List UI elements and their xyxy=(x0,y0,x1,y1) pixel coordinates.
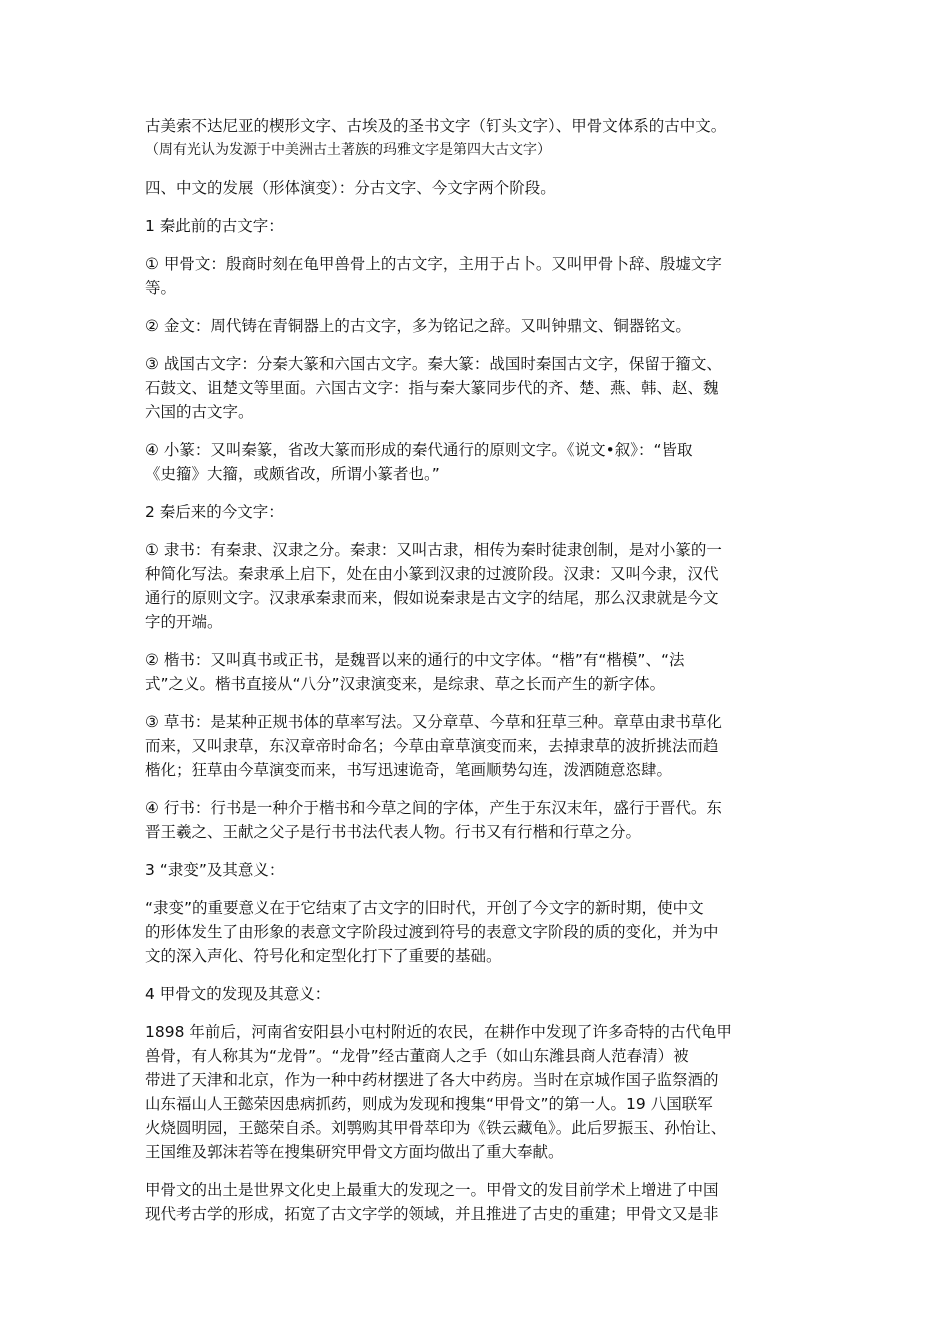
text-line: 四、中文的发展（形体演变）：分古文字、今文字两个阶段。 xyxy=(145,179,556,197)
text-line: ③ 草书：是某种正规书体的草率写法。又分章草、今草和狂草三种。章草由隶书草化 xyxy=(145,713,722,731)
text-line: 字的开端。 xyxy=(145,613,223,631)
paragraph-bronze-script xyxy=(145,314,810,338)
section-heading-development xyxy=(145,176,810,200)
subheading-ancient-script xyxy=(145,214,810,238)
text-line: 的形体发生了由形象的表意文字阶段过渡到符号的表意文字阶段的质的变化，并为中 xyxy=(145,923,719,941)
text-line: 火烧圆明园，王懿荣自杀。刘鹗购其甲骨萃印为《铁云藏龟》。此后罗振玉、孙怡让、 xyxy=(145,1119,727,1137)
text-line: 式”之义。楷书直接从“八分”汉隶演变来，是综隶、草之长而产生的新字体。 xyxy=(145,675,666,693)
text-line: 六国的古文字。 xyxy=(145,403,254,421)
text-line: 甲骨文的出土是世界文化史上最重大的发现之一。甲骨文的发目前学术上增进了中国 xyxy=(145,1181,719,1199)
paragraph-discovery-history xyxy=(145,1020,810,1164)
paragraph-cursive-script xyxy=(145,710,810,782)
text-line: 楷化；狂草由今草演变而来，书写迅速诡奇，笔画顺势勾连，泼洒随意恣肆。 xyxy=(145,761,673,779)
text-line: 4 甲骨文的发现及其意义： xyxy=(145,985,331,1003)
paragraph-small-seal xyxy=(145,438,810,486)
text-line: “隶变”的重要意义在于它结束了古文字的旧时代，开创了今文字的新时期，使中文 xyxy=(145,899,704,917)
text-line: ③ 战国古文字：分秦大篆和六国古文字。秦大篆：战国时秦国古文字，保留于籀文、 xyxy=(145,355,722,373)
text-line: 石鼓文、诅楚文等里面。六国古文字：指与秦大篆同步代的齐、楚、燕、韩、赵、魏 xyxy=(145,379,719,397)
text-line: 晋王羲之、王献之父子是行书书法代表人物。行书又有行楷和行草之分。 xyxy=(145,823,642,841)
text-line: 古美索不达尼亚的楔形文字、古埃及的圣书文字（钉头文字）、甲骨文体系的古中文。 xyxy=(145,117,727,135)
text-line: 山东福山人王懿荣因患病抓药，则成为发现和搜集“甲骨文”的第一人。19 八国联军 xyxy=(145,1095,713,1113)
text-line: ① 甲骨文：殷商时刻在龟甲兽骨上的古文字，主用于占卜。又叫甲骨卜辞、殷墟文字 xyxy=(145,255,722,273)
text-line: 而来，又叫隶草，东汉章帝时命名；今草由章草演变而来，去掉隶草的波折挑法而趋 xyxy=(145,737,719,755)
text-line: ① 隶书：有秦隶、汉隶之分。秦隶：又叫古隶，相传为秦时徒隶创制，是对小篆的一 xyxy=(145,541,722,559)
text-line: ④ 行书：行书是一种介于楷书和今草之间的字体，产生于东汉末年，盛行于晋代。东 xyxy=(145,799,722,817)
text-line: 兽骨，有人称其为“龙骨”。“龙骨”经古董商人之手（如山东潍县商人范春清）被 xyxy=(145,1047,689,1065)
text-line: 种简化写法。秦隶承上启下，处在由小篆到汉隶的过渡阶段。汉隶：又叫今隶，汉代 xyxy=(145,565,719,583)
subheading-libian xyxy=(145,858,810,882)
paragraph-libian-meaning xyxy=(145,896,810,968)
paragraph-discovery-significance xyxy=(145,1178,810,1226)
subheading-oracle-discovery xyxy=(145,982,810,1006)
text-line: ② 楷书：又叫真书或正书，是魏晋以来的通行的中文字体。“楷”有“楷模”、“法 xyxy=(145,651,685,669)
paragraph-warring-states xyxy=(145,352,810,424)
text-line: ② 金文：周代铸在青铜器上的古文字，多为铭记之辞。又叫钟鼎文、铜器铭文。 xyxy=(145,317,691,335)
text-line: 现代考古学的形成，拓宽了古文字学的领域，并且推进了古史的重建；甲骨文又是非 xyxy=(145,1205,719,1223)
text-line: 2 秦后来的今文字： xyxy=(145,503,284,521)
document-page xyxy=(145,114,810,1240)
paragraph-running-script xyxy=(145,796,810,844)
text-line: 等。 xyxy=(145,279,177,297)
paragraph-oracle-bone xyxy=(145,252,810,300)
text-line: 通行的原则文字。汉隶承秦隶而来，假如说秦隶是古文字的结尾，那么汉隶就是今文 xyxy=(145,589,719,607)
paragraph-intro xyxy=(145,114,810,162)
text-line: 文的深入声化、符号化和定型化打下了重要的基础。 xyxy=(145,947,502,965)
text-line-note: （周有光认为发源于中美洲古土著族的玛雅文字是第四大古文字） xyxy=(145,142,551,158)
paragraph-clerical-script xyxy=(145,538,810,634)
subheading-modern-script xyxy=(145,500,810,524)
text-line: 王国维及郭沫若等在搜集研究甲骨文方面均做出了重大奉献。 xyxy=(145,1143,564,1161)
text-line: 3 “隶变”及其意义： xyxy=(145,861,285,879)
paragraph-regular-script xyxy=(145,648,810,696)
text-line: 《史籀》大籀，或颇省改，所谓小篆者也。” xyxy=(145,465,440,483)
text-line: 带进了天津和北京，作为一种中药材摆进了各大中药房。当时在京城作国子监祭酒的 xyxy=(145,1071,719,1089)
text-line: 1 秦此前的古文字： xyxy=(145,217,284,235)
text-line: 1898 年前后，河南省安阳县小屯村附近的农民，在耕作中发现了许多奇特的古代龟甲 xyxy=(145,1023,732,1041)
text-line: ④ 小篆：又叫秦篆，省改大篆而形成的秦代通行的原则文字。《说文•叙》：“皆取 xyxy=(145,441,693,459)
